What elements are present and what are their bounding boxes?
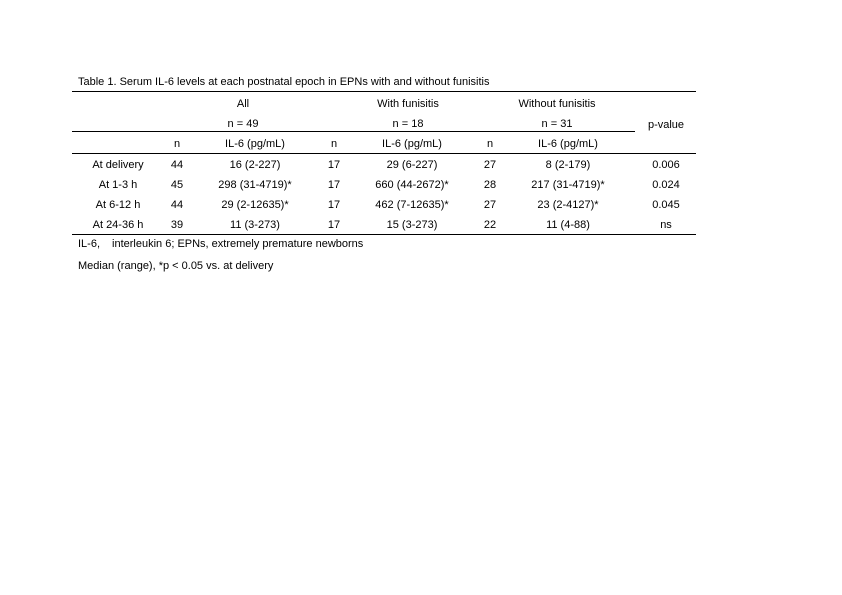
group-n-without-funisitis: n = 31 [541, 118, 573, 130]
row-with-n: 17 [327, 219, 341, 231]
subheader-n-without: n [486, 138, 494, 150]
subheader-n-all: n [173, 138, 181, 150]
row-with-value: 15 (3-273) [386, 219, 438, 231]
row-all-value: 16 (2-227) [229, 159, 281, 171]
row-with-n: 17 [327, 159, 341, 171]
row-without-n: 27 [483, 199, 497, 211]
row-with-value: 660 (44-2672)* [375, 179, 449, 191]
row-without-value: 217 (31-4719)* [531, 179, 605, 191]
row-without-value: 23 (2-4127)* [537, 199, 599, 211]
row-all-value: 29 (2-12635)* [221, 199, 289, 211]
row-all-n: 39 [170, 219, 184, 231]
subheader-n-with: n [330, 138, 338, 150]
row-all-n: 44 [170, 199, 184, 211]
row-all-n: 45 [170, 179, 184, 191]
row-with-value: 29 (6-227) [386, 159, 438, 171]
subheader-il6-without: IL-6 (pg/mL) [538, 138, 598, 150]
pvalue-header: p-value [647, 119, 685, 131]
footnote-median: Median (range), *p < 0.05 vs. at delivery [78, 260, 274, 272]
group-header-all: All [236, 98, 250, 110]
subheader-il6-all: IL-6 (pg/mL) [225, 138, 285, 150]
group-header-without-funisitis: Without funisitis [518, 98, 596, 110]
row-without-n: 22 [483, 219, 497, 231]
row-without-n: 27 [483, 159, 497, 171]
row-all-n: 44 [170, 159, 184, 171]
group-n-all: n = 49 [227, 118, 259, 130]
row-pvalue: 0.045 [652, 199, 680, 211]
row-epoch-label: At delivery [92, 159, 144, 171]
group-n-with-funisitis: n = 18 [392, 118, 424, 130]
row-pvalue: 0.006 [652, 159, 680, 171]
group-header-with-funisitis: With funisitis [377, 98, 439, 110]
header-bottom-rule [72, 153, 696, 154]
table-bottom-rule [72, 234, 696, 235]
row-without-value: 11 (4-88) [546, 219, 590, 231]
row-all-value: 11 (3-273) [230, 219, 280, 231]
row-pvalue: 0.024 [652, 179, 680, 191]
row-epoch-label: At 6-12 h [95, 199, 141, 211]
row-with-n: 17 [327, 199, 341, 211]
footnote-abbrev-definition: interleukin 6; EPNs, extremely premature newborns [112, 238, 364, 250]
table-caption: Table 1. Serum IL-6 levels at each postnatal epoch in EPNs with and without funisitis [78, 76, 490, 88]
row-with-value: 462 (7-12635)* [375, 199, 449, 211]
row-without-value: 8 (2-179) [545, 159, 591, 171]
group-spanner-rule [72, 131, 635, 132]
row-pvalue: ns [660, 219, 672, 231]
footnote-abbreviations [78, 238, 363, 250]
row-without-n: 28 [483, 179, 497, 191]
footnote-abbrev-term: IL-6, [78, 238, 101, 250]
subheader-il6-with: IL-6 (pg/mL) [382, 138, 442, 150]
table-top-rule [72, 91, 696, 92]
row-with-n: 17 [327, 179, 341, 191]
row-all-value: 298 (31-4719)* [218, 179, 292, 191]
row-epoch-label: At 1-3 h [98, 179, 138, 191]
row-epoch-label: At 24-36 h [92, 219, 144, 231]
